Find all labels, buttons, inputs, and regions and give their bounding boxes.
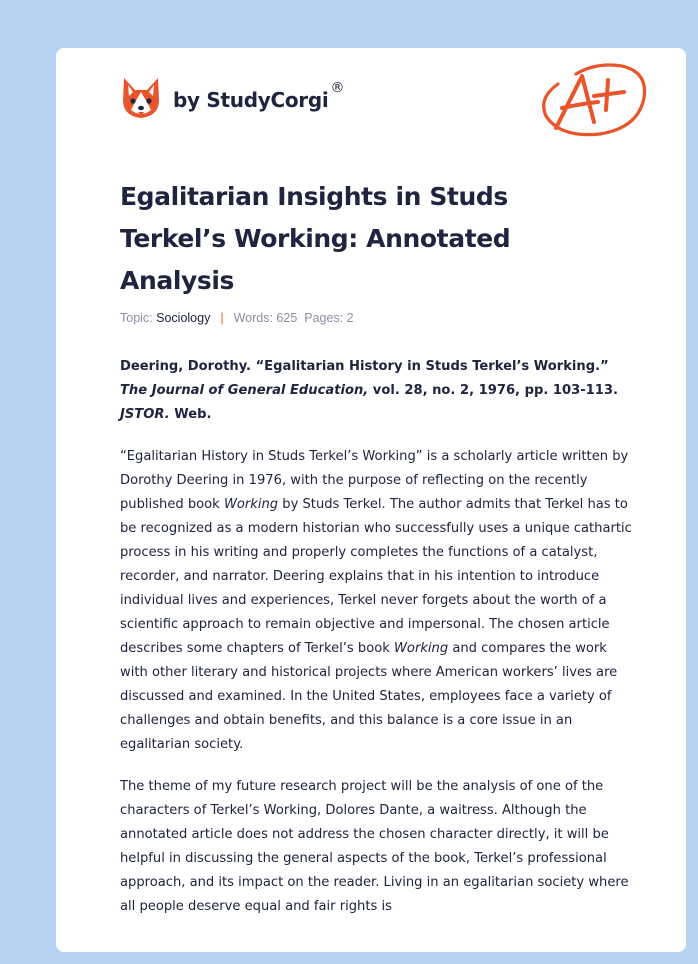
a-plus-badge bbox=[536, 58, 652, 148]
page-title: Egalitarian Insights in Studs Terkel’s Working: Annotated Analysis bbox=[120, 182, 511, 295]
word-count: Words: 625 bbox=[233, 311, 298, 325]
document-page bbox=[56, 48, 686, 952]
brand-name: by StudyCorgi ® bbox=[173, 80, 345, 112]
corgi-icon bbox=[121, 76, 161, 120]
meta-separator: | bbox=[220, 311, 224, 325]
paragraph-research: The theme of my future research project will be the analysis of one of the characters of Terkel’s Working, Dolores Dante, a waitress. Although the annotated article does not address the chosen character directly, it will be helpful in discussing the general aspects of the book, Terkel’s professional approach, and its impact on the reader. Living in an egalitarian society where all people deserve equal and fair rights is bbox=[120, 779, 629, 914]
document-meta bbox=[120, 311, 354, 325]
studycorgi-logo[interactable] bbox=[121, 76, 344, 120]
paragraph-summary: “Egalitarian History in Studs Terkel’s Working” is a scholarly article written by Dorothy Deering in 1976, with the purpose of reflecting on the recently published book Working by Studs Terkel. The author admits that Terkel has to be recognized as a modern historian who successfully uses a unique cathartic process in his writing and properly completes the functions of a catalyst, recorder, and narrator. Deering explains that in his intention to introduce individual lives and experiences, Terkel never forgets about the worth of a scientific approach to remain objective and impersonal. The chosen article describes some chapters of Terkel’s book Working and compares the work with other literary and historical projects where American workers’ lives are discussed and examined. In the United States, employees face a variety of challenges and obtain benefits, and this balance is a core issue in an egalitarian society. bbox=[120, 449, 632, 752]
a-plus-icon bbox=[536, 58, 652, 144]
topic-label: Topic: bbox=[120, 311, 153, 325]
reference-citation: Deering, Dorothy. “Egalitarian History in Studs Terkel’s Working.” The Journal of General Education, vol. 28, no. 2, 1976, pp. 103-113. JSTOR. Web. bbox=[120, 359, 618, 422]
document-body bbox=[120, 355, 632, 937]
page-count: Pages: 2 bbox=[304, 311, 354, 325]
topic-link[interactable]: Sociology bbox=[156, 311, 211, 325]
